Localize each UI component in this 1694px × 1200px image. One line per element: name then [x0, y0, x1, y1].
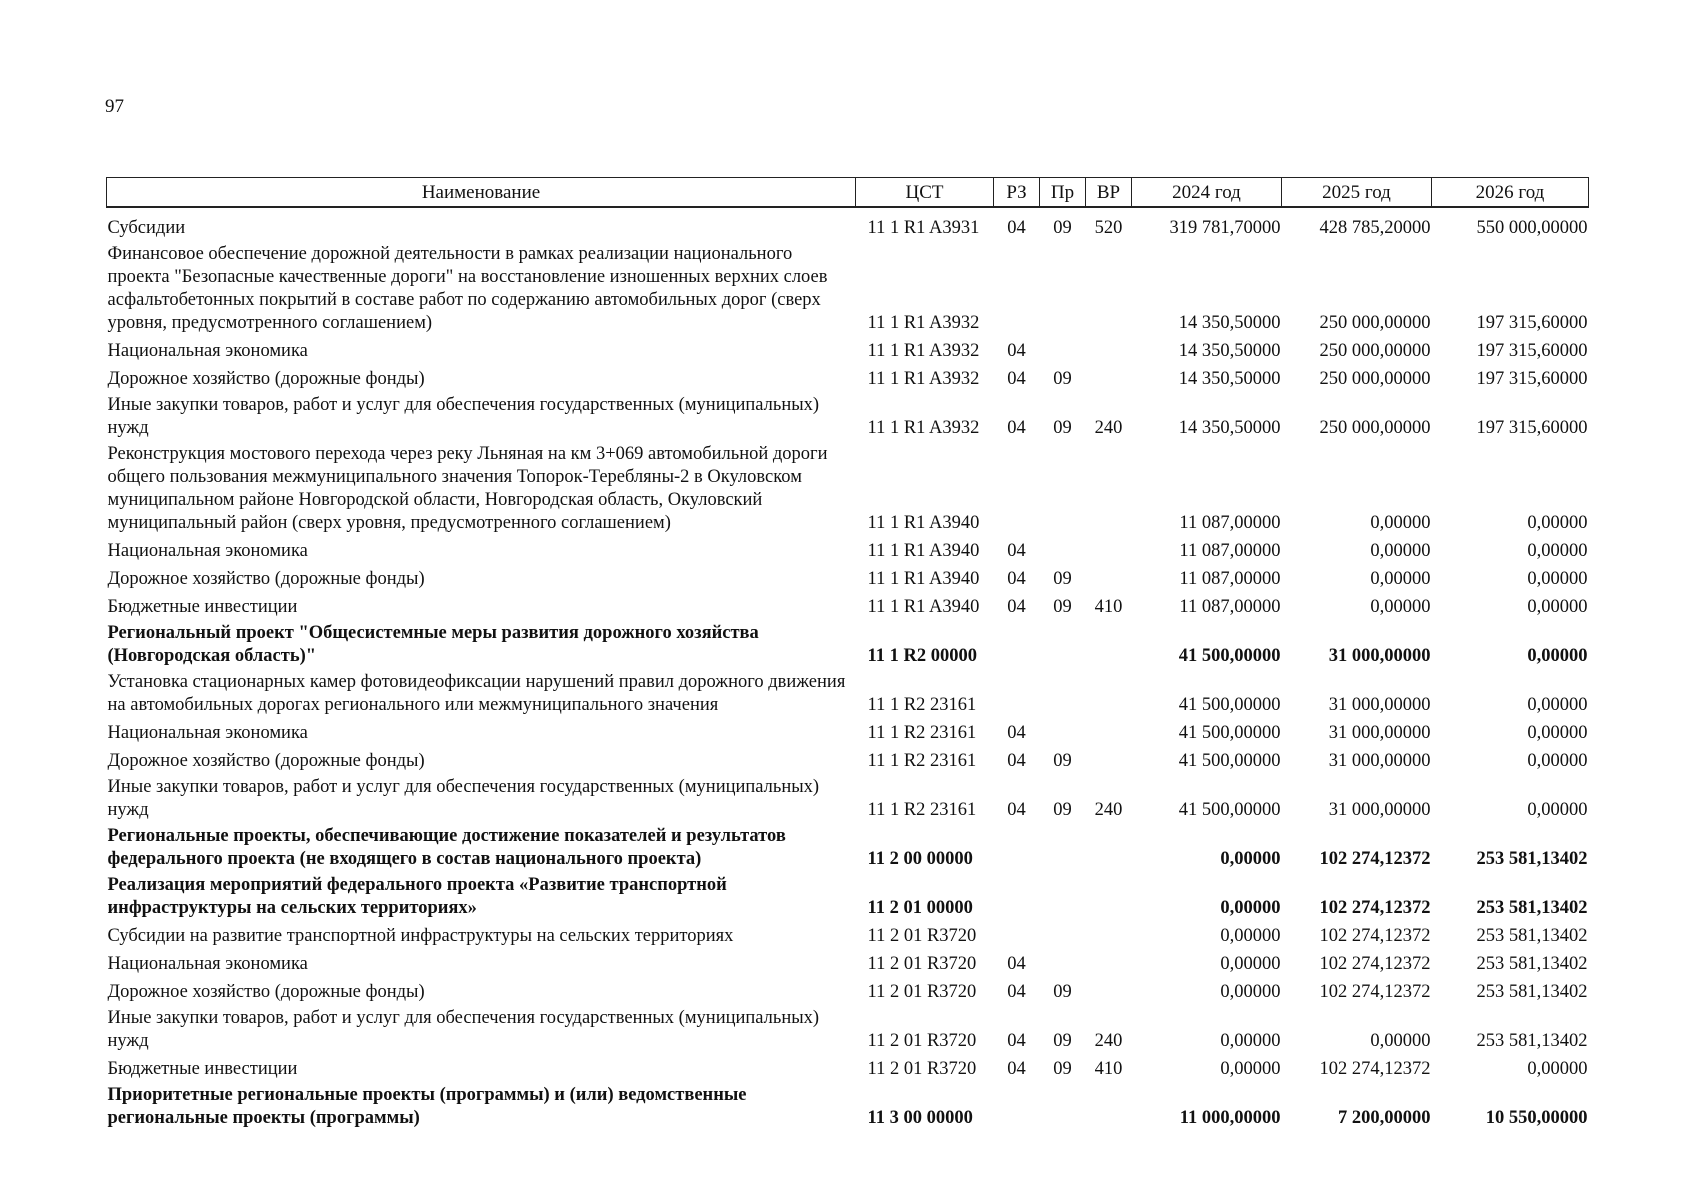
cell-cst: 11 1 R1 A3931 — [867, 218, 980, 238]
cell-2024: 14 350,50000 — [1178, 369, 1281, 389]
cell-cst: 11 1 R2 23161 — [867, 800, 977, 820]
cell-2024: 11 087,00000 — [1179, 541, 1281, 561]
cell-2026: 10 550,00000 — [1485, 1108, 1588, 1128]
cell-pr — [1040, 1083, 1086, 1132]
cell-2026: 197 315,60000 — [1476, 313, 1588, 333]
table-row — [107, 537, 1589, 565]
cell-2025: 250 000,00000 — [1319, 341, 1431, 361]
cell-vr — [1086, 719, 1132, 747]
cell-2024: 41 500,00000 — [1178, 695, 1281, 715]
cell-2025: 0,00000 — [1370, 541, 1431, 561]
cell-rz: 04 — [1007, 1031, 1026, 1051]
cell-2024: 0,00000 — [1220, 982, 1281, 1002]
cell-cst: 11 2 01 00000 — [867, 898, 973, 918]
cell-cst: 11 1 R1 A3940 — [867, 541, 980, 561]
cell-name: Национальная экономика — [107, 723, 308, 743]
cell-vr: 520 — [1094, 218, 1123, 238]
cell-2025: 0,00000 — [1370, 513, 1431, 533]
cell-2024: 0,00000 — [1220, 954, 1281, 974]
cell-2024: 41 500,00000 — [1178, 751, 1281, 771]
cell-2024: 11 087,00000 — [1179, 597, 1281, 617]
cell-2024: 41 500,00000 — [1178, 723, 1281, 743]
cell-rz: 04 — [1007, 800, 1026, 820]
cell-2026: 197 315,60000 — [1476, 418, 1588, 438]
cell-vr — [1086, 873, 1132, 922]
cell-2026: 550 000,00000 — [1476, 218, 1588, 238]
cell-pr — [1040, 537, 1086, 565]
cell-cst: 11 1 R1 A3932 — [867, 369, 980, 389]
cell-vr — [1086, 565, 1132, 593]
cell-vr: 240 — [1094, 800, 1123, 820]
cell-rz: 04 — [1007, 1059, 1026, 1079]
page-number: 97 — [105, 96, 124, 117]
cell-2026: 0,00000 — [1527, 541, 1588, 561]
cell-rz: 04 — [1007, 569, 1026, 589]
cell-rz — [994, 621, 1040, 670]
cell-2026: 253 581,13402 — [1476, 954, 1588, 974]
cell-pr: 09 — [1053, 800, 1072, 820]
cell-vr: 410 — [1094, 1059, 1123, 1079]
cell-rz: 04 — [1007, 723, 1026, 743]
cell-name: Национальная экономика — [107, 341, 308, 361]
cell-cst: 11 2 01 R3720 — [867, 1031, 977, 1051]
cell-cst: 11 1 R1 A3932 — [867, 313, 980, 333]
cell-name: Иные закупки товаров, работ и услуг для обеспечения государственных (муниципальных) нужд — [107, 777, 820, 820]
table-row — [107, 365, 1589, 393]
cell-pr: 09 — [1053, 569, 1072, 589]
table-row — [107, 719, 1589, 747]
table-row — [107, 337, 1589, 365]
table-row — [107, 242, 1589, 337]
cell-name: Дорожное хозяйство (дорожные фонды) — [107, 751, 425, 771]
cell-pr: 09 — [1053, 1059, 1072, 1079]
cell-cst: 11 3 00 00000 — [867, 1108, 973, 1128]
cell-pr — [1040, 719, 1086, 747]
cell-rz: 04 — [1007, 597, 1026, 617]
cell-name: Установка стационарных камер фотовидеофиксации нарушений правил дорожного движения на автомобильных дорогах регионального или межмуниципального значения — [107, 672, 846, 715]
cell-pr — [1040, 950, 1086, 978]
cell-2025: 102 274,12372 — [1319, 849, 1431, 869]
cell-2026: 253 581,13402 — [1476, 982, 1588, 1002]
cell-vr: 410 — [1094, 597, 1123, 617]
cell-2024: 41 500,00000 — [1178, 646, 1281, 666]
cell-name: Субсидии на развитие транспортной инфраструктуры на сельских территориях — [107, 926, 734, 946]
cell-2025: 102 274,12372 — [1319, 1059, 1431, 1079]
cell-rz — [994, 670, 1040, 719]
cell-2026: 253 581,13402 — [1476, 1031, 1588, 1051]
cell-name: Бюджетные инвестиции — [107, 597, 298, 617]
cell-vr — [1086, 442, 1132, 537]
cell-2025: 428 785,20000 — [1319, 218, 1431, 238]
cell-cst: 11 1 R2 00000 — [867, 646, 977, 666]
cell-2025: 102 274,12372 — [1319, 926, 1431, 946]
cell-2026: 0,00000 — [1527, 1059, 1588, 1079]
table-row — [107, 207, 1589, 242]
header-row — [107, 178, 1589, 208]
cell-cst: 11 2 00 00000 — [867, 849, 973, 869]
cell-2025: 102 274,12372 — [1319, 982, 1431, 1002]
cell-rz: 04 — [1007, 218, 1026, 238]
cell-name: Национальная экономика — [107, 541, 308, 561]
cell-2026: 197 315,60000 — [1476, 369, 1588, 389]
cell-vr — [1086, 978, 1132, 1006]
cell-vr — [1086, 537, 1132, 565]
cell-2025: 102 274,12372 — [1319, 954, 1431, 974]
cell-2026: 197 315,60000 — [1476, 341, 1588, 361]
cell-cst: 11 1 R2 23161 — [867, 723, 977, 743]
cell-pr — [1040, 670, 1086, 719]
cell-2026: 0,00000 — [1527, 695, 1588, 715]
cell-pr — [1040, 922, 1086, 950]
cell-name: Иные закупки товаров, работ и услуг для обеспечения государственных (муниципальных) нужд — [107, 1008, 820, 1051]
cell-rz: 04 — [1007, 541, 1026, 561]
cell-name: Реализация мероприятий федерального проекта «Развитие транспортной инфраструктуры на сельских территориях» — [107, 875, 727, 918]
cell-2025: 7 200,00000 — [1338, 1108, 1431, 1128]
cell-2024: 0,00000 — [1220, 1059, 1281, 1079]
cell-2025: 31 000,00000 — [1328, 751, 1431, 771]
cell-2024: 14 350,50000 — [1178, 313, 1281, 333]
cell-2026: 253 581,13402 — [1476, 849, 1588, 869]
cell-2024: 11 000,00000 — [1179, 1108, 1281, 1128]
cell-name: Региональный проект "Общесистемные меры развития дорожного хозяйства (Новгородская область)" — [107, 623, 759, 666]
cell-rz: 04 — [1007, 982, 1026, 1002]
table-row — [107, 922, 1589, 950]
cell-2024: 0,00000 — [1220, 926, 1281, 946]
cell-2026: 0,00000 — [1527, 751, 1588, 771]
table-row — [107, 1083, 1589, 1132]
cell-vr — [1086, 824, 1132, 873]
cell-vr — [1086, 621, 1132, 670]
cell-2025: 250 000,00000 — [1319, 369, 1431, 389]
cell-name: Финансовое обеспечение дорожной деятельности в рамках реализации национального проекта "Безопасные качественные дороги" на восстановление изношенных верхних слоев асфальтобетонных покрытий в составе работ по содержанию автомобильных дорог (сверх уровня, предусмотренного соглашением) — [107, 244, 828, 333]
budget-table — [106, 177, 1589, 1132]
cell-2024: 0,00000 — [1220, 1031, 1281, 1051]
cell-pr — [1040, 337, 1086, 365]
header-name: Наименование — [107, 178, 856, 208]
cell-2025: 0,00000 — [1370, 597, 1431, 617]
cell-cst: 11 1 R1 A3940 — [867, 513, 980, 533]
table-header — [107, 178, 1589, 208]
header-cst: ЦСТ — [856, 178, 994, 208]
cell-2026: 0,00000 — [1527, 569, 1588, 589]
cell-rz: 04 — [1007, 751, 1026, 771]
cell-2025: 0,00000 — [1370, 1031, 1431, 1051]
cell-cst: 11 1 R1 A3940 — [867, 569, 980, 589]
cell-2024: 14 350,50000 — [1178, 341, 1281, 361]
cell-pr — [1040, 873, 1086, 922]
table-row — [107, 950, 1589, 978]
cell-2024: 41 500,00000 — [1178, 800, 1281, 820]
cell-pr: 09 — [1053, 369, 1072, 389]
cell-cst: 11 2 01 R3720 — [867, 954, 977, 974]
cell-vr — [1086, 747, 1132, 775]
cell-2026: 0,00000 — [1527, 597, 1588, 617]
cell-rz: 04 — [1007, 369, 1026, 389]
cell-2025: 250 000,00000 — [1319, 418, 1431, 438]
cell-name: Иные закупки товаров, работ и услуг для обеспечения государственных (муниципальных) нужд — [107, 395, 820, 438]
cell-cst: 11 1 R2 23161 — [867, 751, 977, 771]
header-rz: РЗ — [994, 178, 1040, 208]
cell-pr: 09 — [1053, 982, 1072, 1002]
cell-pr — [1040, 442, 1086, 537]
cell-vr — [1086, 1083, 1132, 1132]
cell-cst: 11 1 R2 23161 — [867, 695, 977, 715]
cell-vr: 240 — [1094, 418, 1123, 438]
cell-vr — [1086, 337, 1132, 365]
cell-name: Дорожное хозяйство (дорожные фонды) — [107, 369, 425, 389]
cell-vr — [1086, 365, 1132, 393]
cell-name: Дорожное хозяйство (дорожные фонды) — [107, 569, 425, 589]
cell-cst: 11 2 01 R3720 — [867, 926, 977, 946]
table-row — [107, 442, 1589, 537]
cell-2025: 31 000,00000 — [1328, 800, 1431, 820]
cell-2024: 0,00000 — [1220, 849, 1281, 869]
cell-cst: 11 2 01 R3720 — [867, 1059, 977, 1079]
header-2025: 2025 год — [1282, 178, 1432, 208]
cell-name: Региональные проекты, обеспечивающие достижение показателей и результатов федерального проекта (не входящего в состав национального проекта) — [107, 826, 786, 869]
table-row — [107, 393, 1589, 442]
cell-rz — [994, 873, 1040, 922]
cell-rz — [994, 922, 1040, 950]
cell-2026: 0,00000 — [1527, 513, 1588, 533]
cell-pr: 09 — [1053, 218, 1072, 238]
table-row — [107, 565, 1589, 593]
table-row — [107, 775, 1589, 824]
cell-pr — [1040, 824, 1086, 873]
cell-cst: 11 1 R1 A3932 — [867, 341, 980, 361]
header-2024: 2024 год — [1132, 178, 1282, 208]
table-row — [107, 978, 1589, 1006]
cell-pr: 09 — [1053, 418, 1072, 438]
table-body — [107, 207, 1589, 1132]
cell-vr — [1086, 242, 1132, 337]
cell-cst: 11 1 R1 A3932 — [867, 418, 980, 438]
cell-rz — [994, 242, 1040, 337]
cell-2025: 31 000,00000 — [1328, 695, 1431, 715]
table-row — [107, 1006, 1589, 1055]
cell-vr — [1086, 922, 1132, 950]
cell-2024: 14 350,50000 — [1178, 418, 1281, 438]
table-row — [107, 593, 1589, 621]
cell-cst: 11 2 01 R3720 — [867, 982, 977, 1002]
cell-name: Реконструкция мостового перехода через реку Льняная на км 3+069 автомобильной дороги общего пользования межмуниципального значения Топорок-Теребляны-2 в Окуловском муниципальном районе Новгородской области, Новгородская область, Окуловский муниципальный район (сверх уровня, предусмотренного соглашением) — [107, 444, 828, 533]
cell-2026: 253 581,13402 — [1476, 926, 1588, 946]
cell-pr — [1040, 242, 1086, 337]
cell-2024: 11 087,00000 — [1179, 569, 1281, 589]
cell-rz: 04 — [1007, 341, 1026, 361]
cell-pr: 09 — [1053, 751, 1072, 771]
cell-rz — [994, 442, 1040, 537]
header-pr: Пр — [1040, 178, 1086, 208]
cell-2026: 0,00000 — [1527, 646, 1588, 666]
cell-rz: 04 — [1007, 954, 1026, 974]
cell-2025: 250 000,00000 — [1319, 313, 1431, 333]
header-2026: 2026 год — [1432, 178, 1589, 208]
cell-pr — [1040, 621, 1086, 670]
header-vr: ВР — [1086, 178, 1132, 208]
cell-rz: 04 — [1007, 418, 1026, 438]
cell-vr: 240 — [1094, 1031, 1123, 1051]
table-row — [107, 747, 1589, 775]
cell-name: Дорожное хозяйство (дорожные фонды) — [107, 982, 425, 1002]
cell-2025: 102 274,12372 — [1319, 898, 1431, 918]
cell-vr — [1086, 670, 1132, 719]
cell-name: Субсидии — [107, 218, 186, 238]
cell-2025: 31 000,00000 — [1328, 646, 1431, 666]
table-row — [107, 824, 1589, 873]
cell-name: Приоритетные региональные проекты (программы) и (или) ведомственные региональные проекты (программы) — [107, 1085, 747, 1128]
cell-2024: 0,00000 — [1220, 898, 1281, 918]
cell-pr: 09 — [1053, 1031, 1072, 1051]
cell-name: Национальная экономика — [107, 954, 308, 974]
cell-cst: 11 1 R1 A3940 — [867, 597, 980, 617]
table-row — [107, 621, 1589, 670]
cell-2025: 0,00000 — [1370, 569, 1431, 589]
table-row — [107, 873, 1589, 922]
cell-vr — [1086, 950, 1132, 978]
cell-2026: 253 581,13402 — [1476, 898, 1588, 918]
cell-2025: 31 000,00000 — [1328, 723, 1431, 743]
cell-2026: 0,00000 — [1527, 723, 1588, 743]
cell-2024: 11 087,00000 — [1179, 513, 1281, 533]
cell-rz — [994, 824, 1040, 873]
cell-2026: 0,00000 — [1527, 800, 1588, 820]
cell-rz — [994, 1083, 1040, 1132]
cell-name: Бюджетные инвестиции — [107, 1059, 298, 1079]
table-row — [107, 1055, 1589, 1083]
cell-2024: 319 781,70000 — [1169, 218, 1281, 238]
cell-pr: 09 — [1053, 597, 1072, 617]
table-row — [107, 670, 1589, 719]
